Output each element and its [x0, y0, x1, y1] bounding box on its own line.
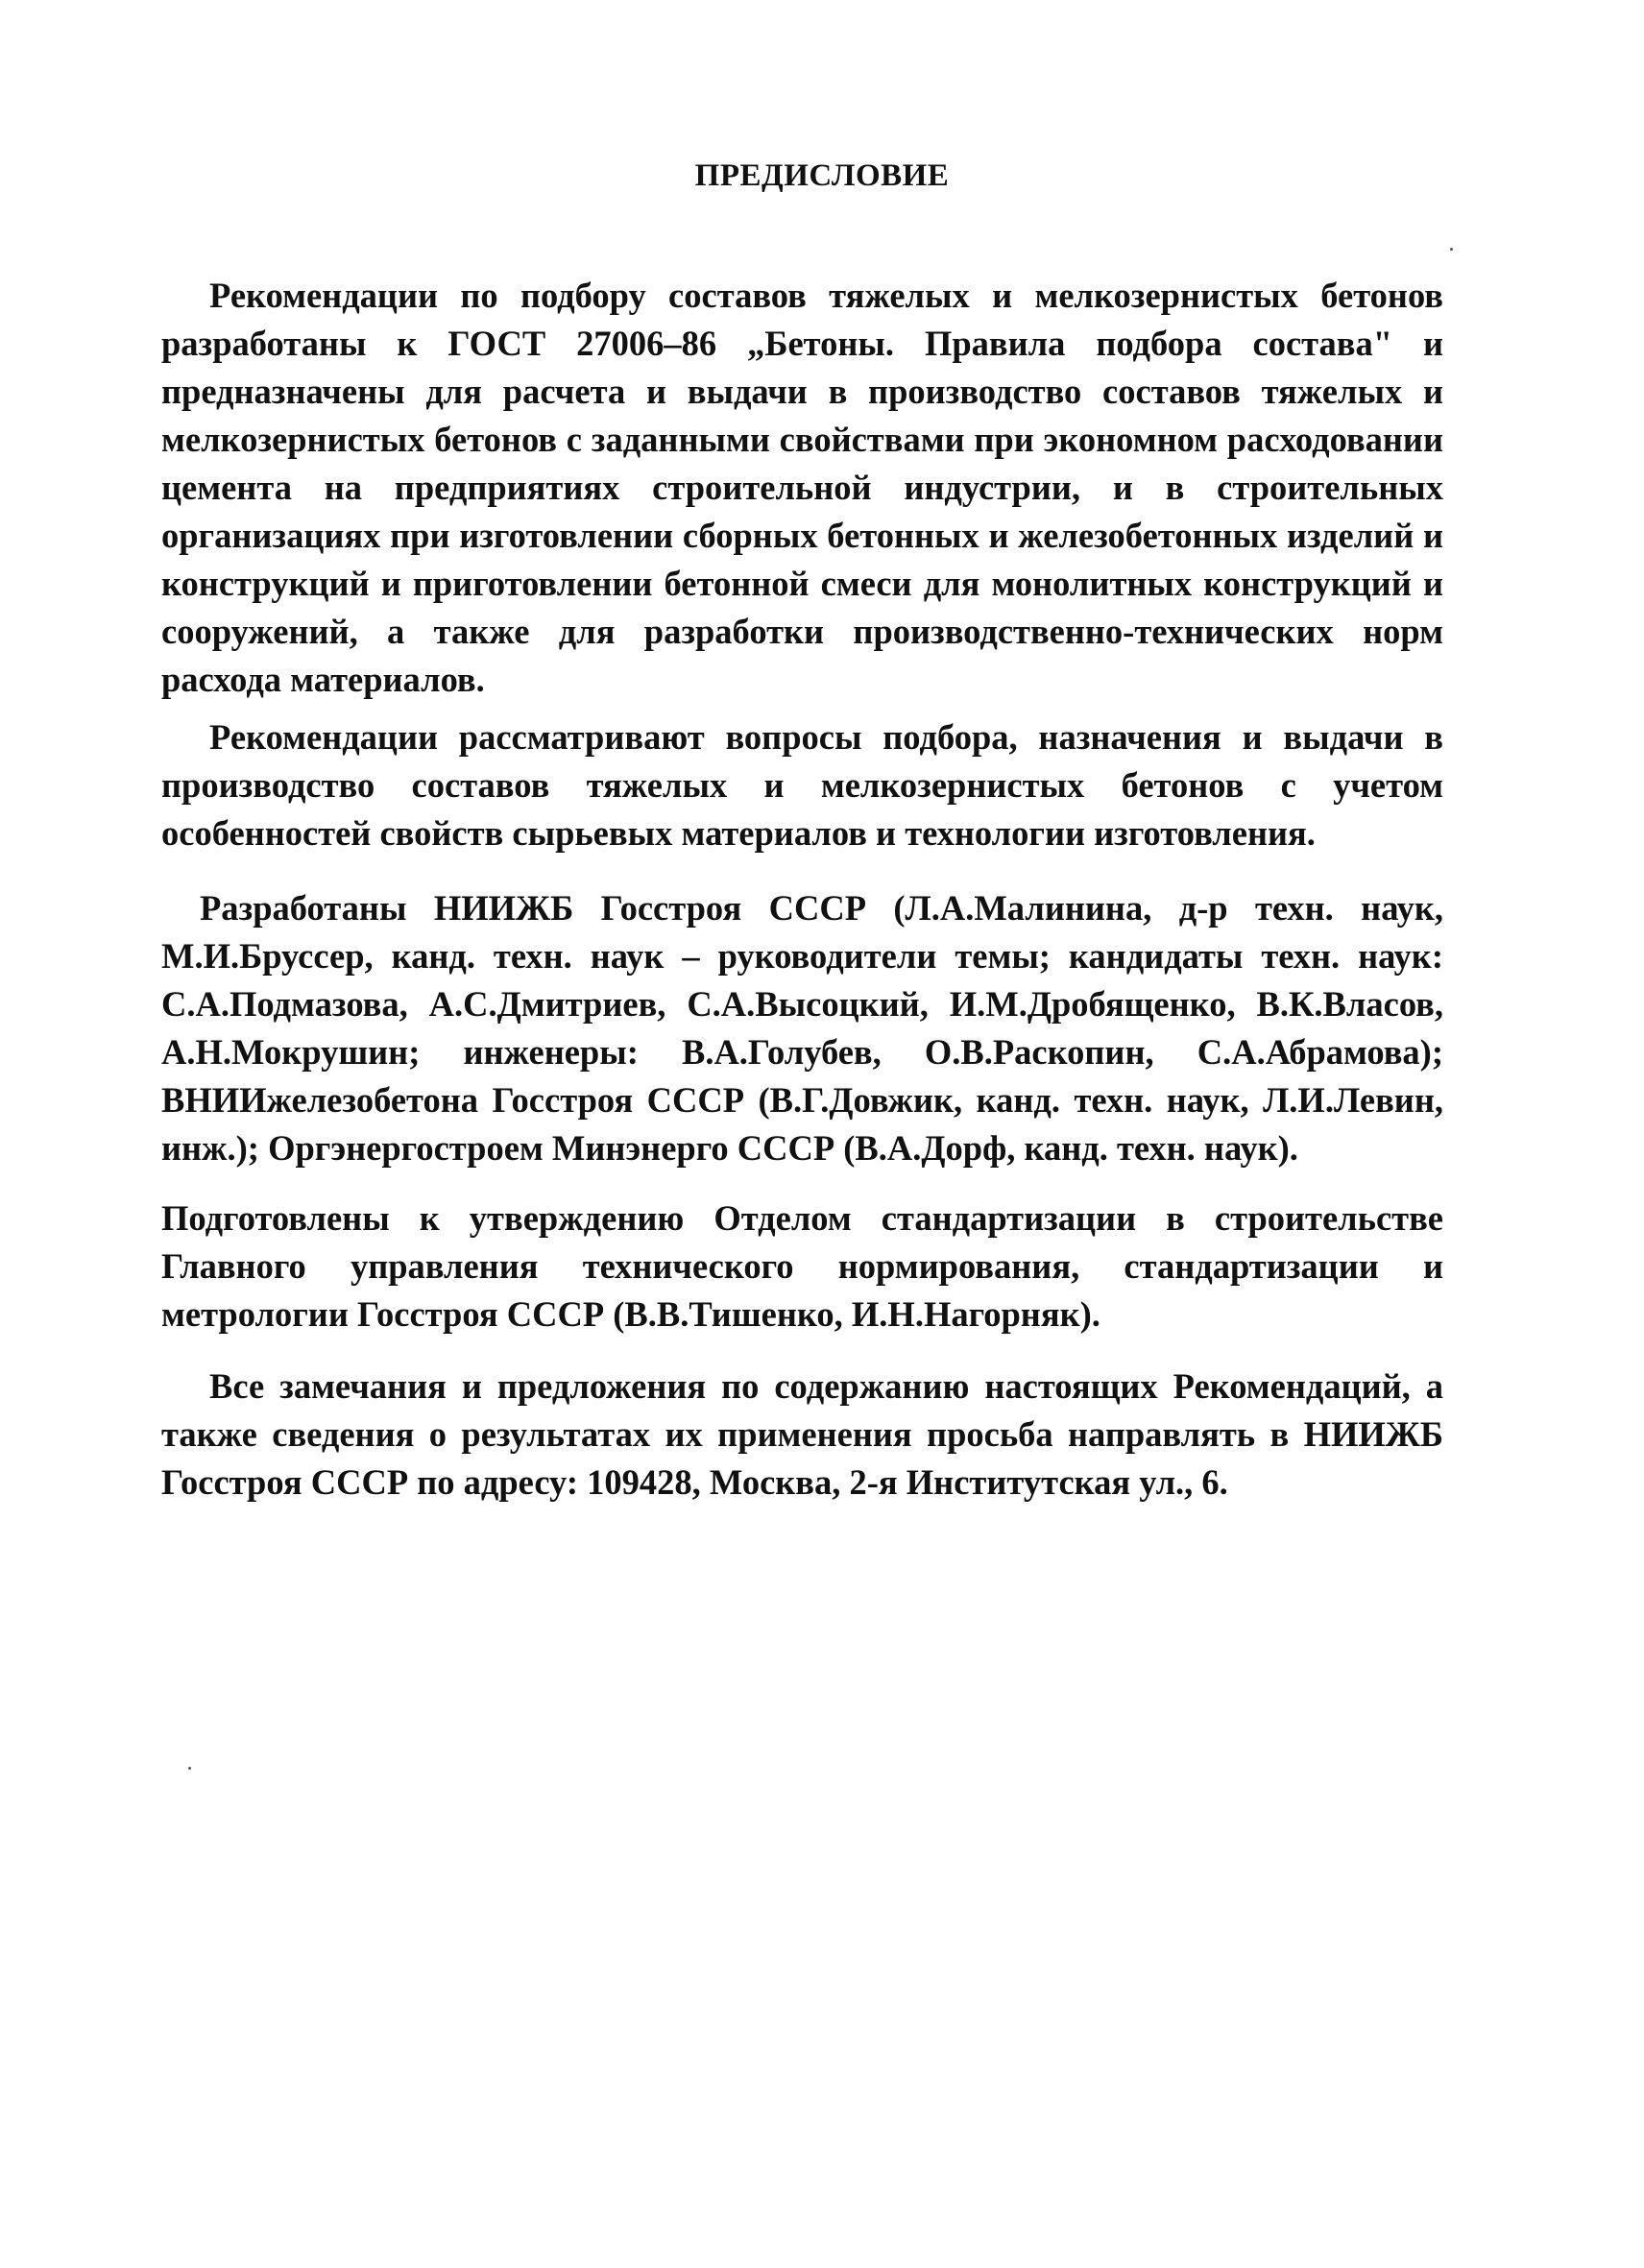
page-title: ПРЕДИСЛОВИЕ — [694, 158, 950, 193]
scan-speck — [1450, 248, 1453, 251]
paragraph-purpose: Рекомендации по подбору составов тяжелых и мелкозернистых бетонов разработаны к ГОСТ 27006–86 „Бетоны. Правила подбора состава" и предназначены для расчета и выдачи в производство составов тяжелых и мелкозернистых бетонов с заданными свойствами при экономном расходовании цемента на предприятиях строительной индустрии, и в строительных организациях при изготовлении сборных бетонных и железобетонных изделий и конструкций и приготовлении бетонной смеси для монолитных конструкций и сооружений, а также для разработки производственно-технических норм расхода материалов. — [161, 276, 1443, 699]
paragraph-contact: Все замечания и предложения по содержанию настоящих Рекомендаций, а также сведения о результатах их применения просьба направлять в НИИЖБ Госстроя СССР по адресу: 109428, Москва, 2-я Институтская ул., 6. — [161, 1366, 1443, 1502]
paragraph-authors: Разработаны НИИЖБ Госстроя СССР (Л.А.Малинина, д-р техн. наук, М.И.Бруссер, канд. техн. наук – руководители темы; кандидаты техн. наук: С.А.Подмазова, А.С.Дмитриев, С.А.Высоцкий, И.М.Дробященко, В.К.Власов, А.Н.Мокрушин; инженеры: В.А.Голубев, О.В.Раскопин, С.А.Абрамова); ВНИИжелезобетона Госстроя СССР (В.Г.Довжик, канд. техн. наук, Л.И.Левин, инж.); Оргэнергостроем Минэнерго СССР (В.А.Дорф, канд. техн. наук). — [161, 888, 1443, 1168]
scan-speck — [188, 1767, 191, 1770]
paragraph-approval: Подготовлены к утверждению Отделом стандартизации в строительстве Главного управления технического нормирования, стандартизации и метрологии Госстроя СССР (В.В.Тишенко, И.Н.Нагорняк). — [161, 1198, 1443, 1334]
paragraph-scope: Рекомендации рассматривают вопросы подбора, назначения и выдачи в производство составов тяжелых и мелкозернистых бетонов с учетом особенностей свойств сырьевых материалов и технологии изготовления. — [161, 717, 1443, 853]
